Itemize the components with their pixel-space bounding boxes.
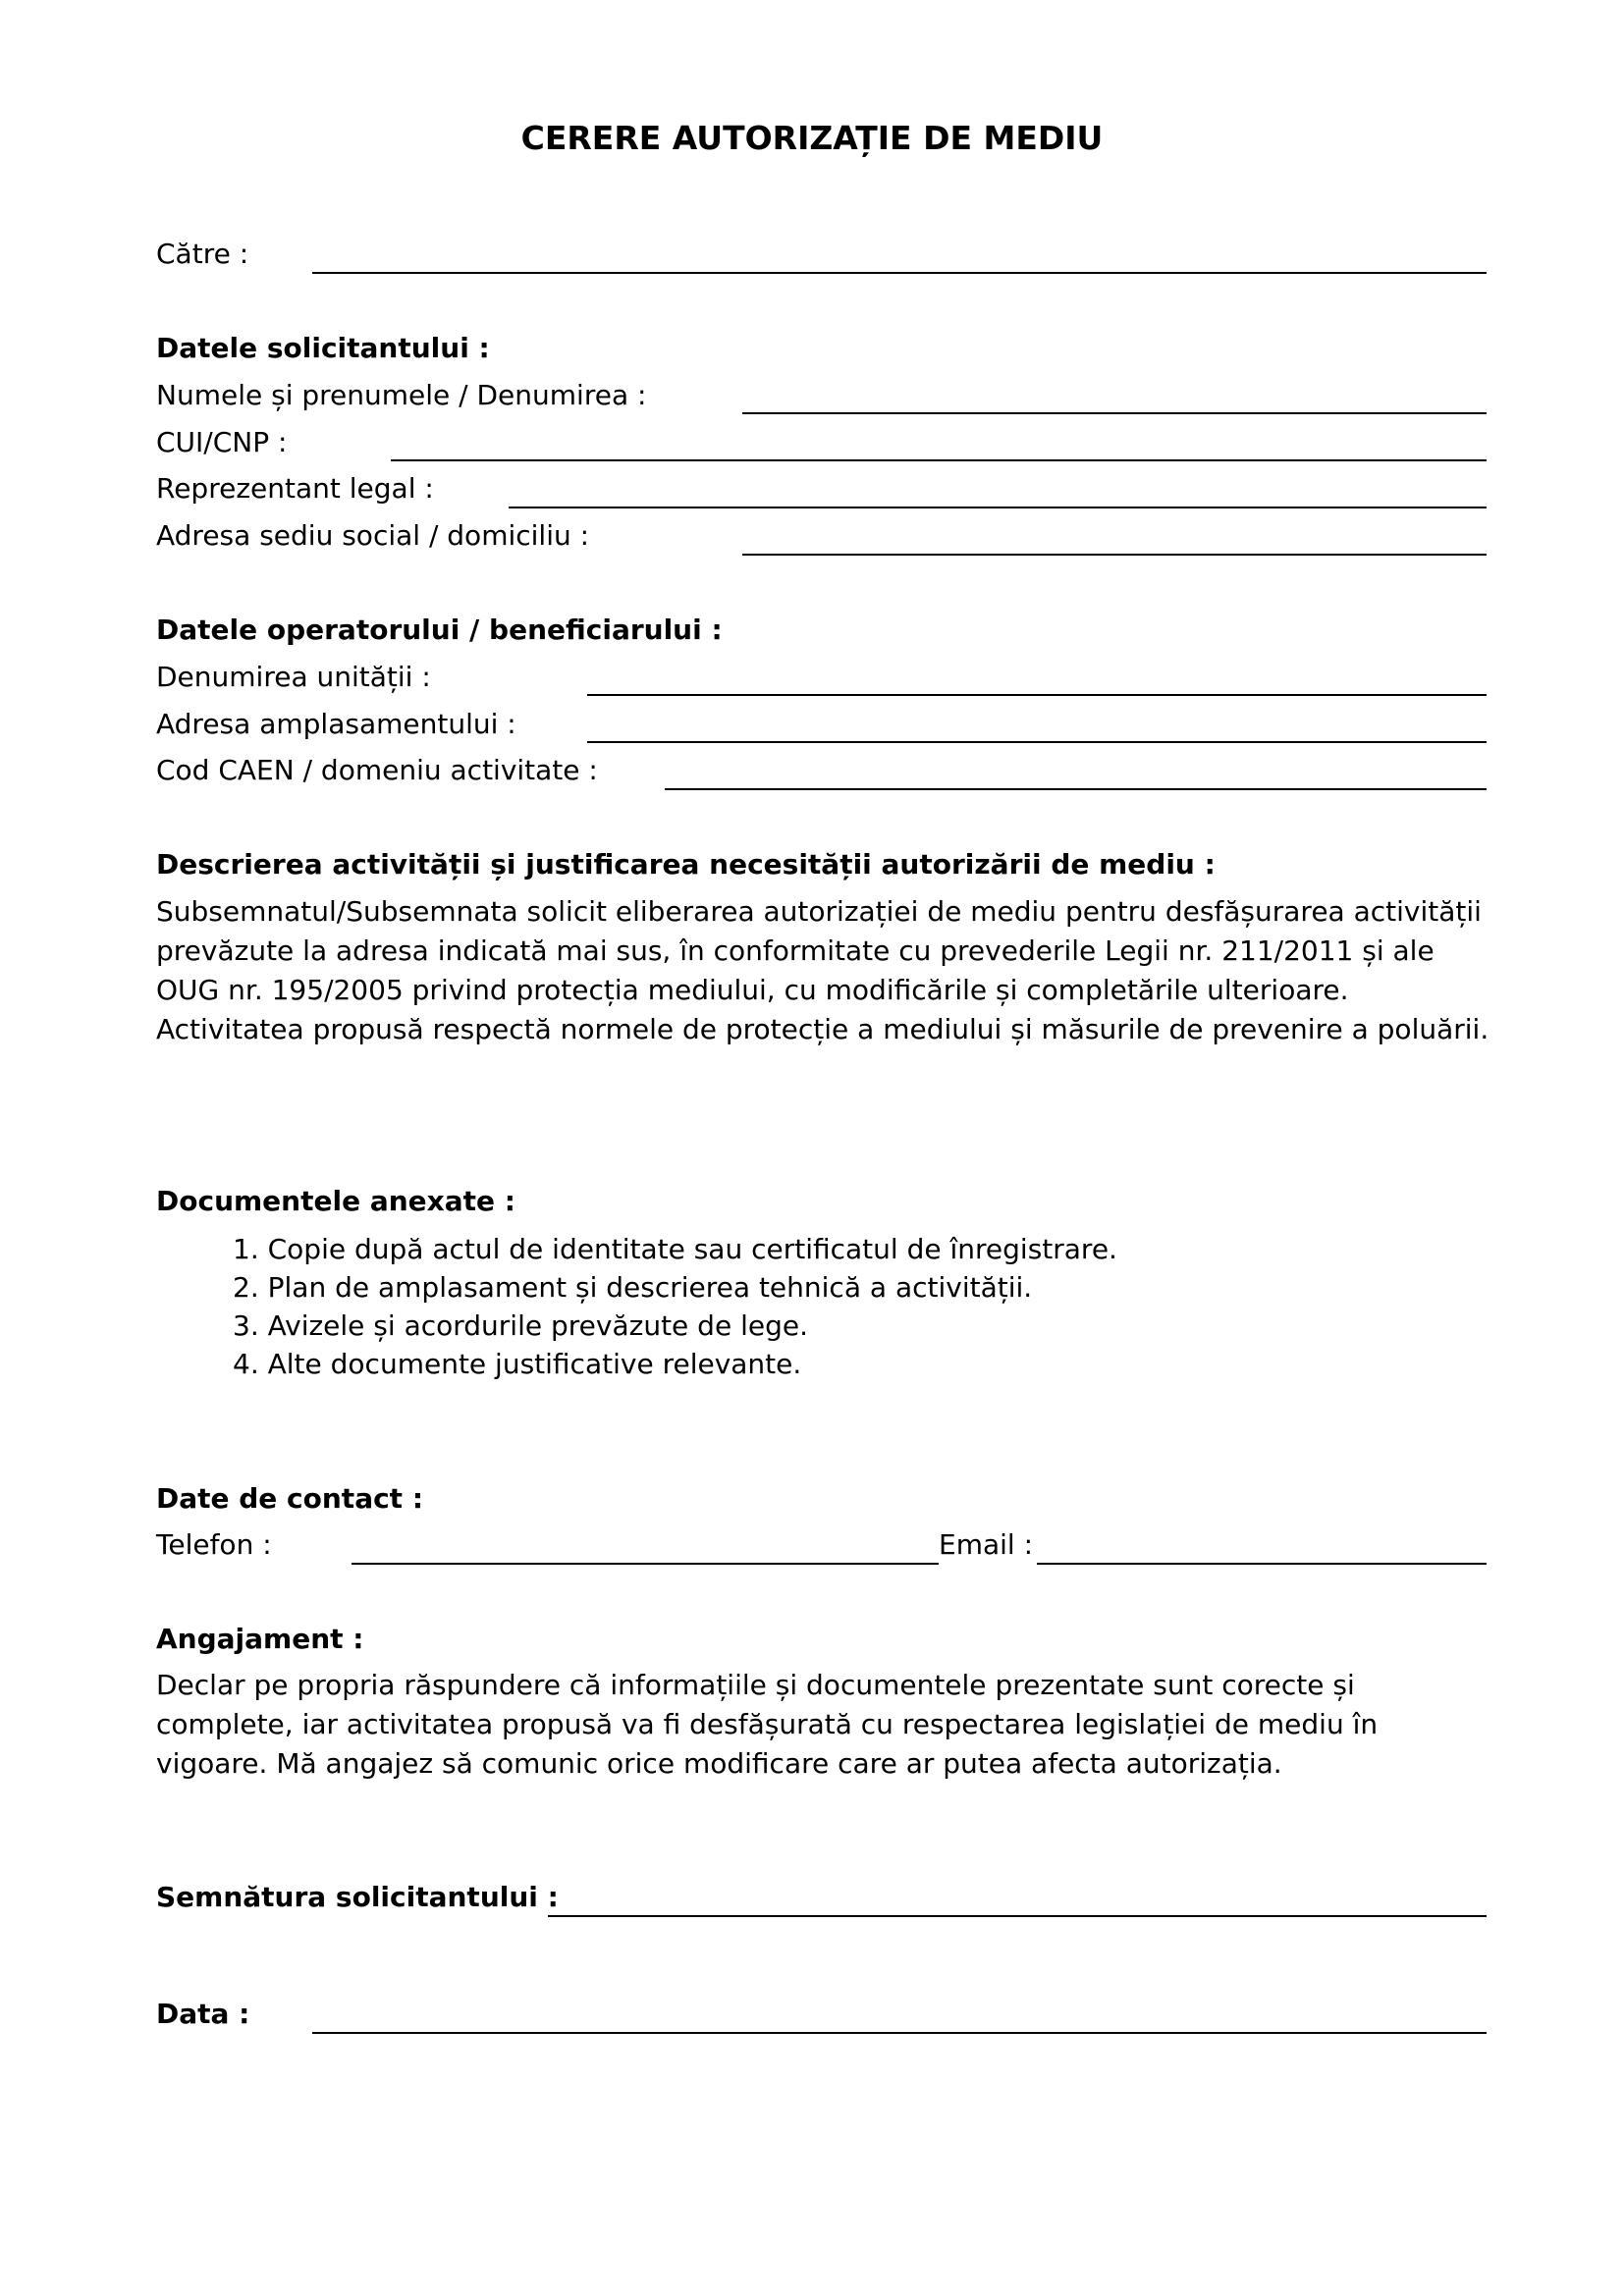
angajament-text: Declar pe propria răspundere că informațiile și documentele prezentate sunt corecte și complete, iar activitatea propusă va fi desfășurată cu respectarea legislației de mediu în vigoare. Mă angajez să comunic orice modificare care ar putea afecta autorizația.	[156, 1669, 1379, 1780]
nume-label: Numele și prenumele / Denumirea :	[156, 379, 647, 411]
caen-field[interactable]	[665, 788, 1487, 790]
telefon-label: Telefon :	[156, 1528, 272, 1561]
list-item: 4. Alte documente justificative relevante.	[233, 1348, 802, 1380]
telefon-field[interactable]	[352, 1563, 939, 1565]
descriere-heading: Descrierea activității și justificarea necesității autorizării de mediu :	[156, 848, 1216, 881]
anexe-heading: Documentele anexate :	[156, 1185, 515, 1217]
email-field[interactable]	[1037, 1563, 1487, 1565]
unitate-label: Denumirea unității :	[156, 661, 431, 693]
operator-heading: Datele operatorului / beneficiarului :	[156, 614, 723, 646]
caen-label: Cod CAEN / domeniu activitate :	[156, 754, 598, 786]
email-label: Email :	[939, 1528, 1034, 1561]
data-field[interactable]	[312, 2032, 1487, 2034]
anexe-list	[233, 1230, 1117, 1383]
list-item: 3. Avizele și acordurile prevăzute de lege.	[233, 1309, 808, 1342]
list-item: 1. Copie după actul de identitate sau certificatul de înregistrare.	[233, 1233, 1117, 1265]
unitate-field[interactable]	[587, 694, 1487, 696]
catre-field[interactable]	[312, 272, 1487, 274]
semnatura-label: Semnătura solicitantului :	[156, 1881, 559, 1913]
amplasament-label: Adresa amplasamentului :	[156, 708, 516, 740]
adresa-field[interactable]	[742, 554, 1487, 556]
data-label: Data :	[156, 1998, 250, 2030]
nume-field[interactable]	[742, 412, 1487, 414]
amplasament-field[interactable]	[587, 741, 1487, 743]
reprezentant-field[interactable]	[509, 507, 1487, 508]
descriere-text: Subsemnatul/Subsemnata solicit eliberarea autorizației de mediu pentru desfășurarea activității prevăzute la adresa indicată mai sus, în conformitate cu prevederile Legii nr. 211/2011 și ale OUG nr. 195/2005 privind protecția mediului, cu modificările și completările ulterioare. Activitatea propusă respectă normele de protecție a mediului și măsurile de prevenire a poluării.	[156, 895, 1489, 1045]
contact-heading: Date de contact :	[156, 1482, 424, 1515]
cui-label: CUI/CNP :	[156, 426, 288, 458]
list-item: 2. Plan de amplasament și descrierea tehnică a activității.	[233, 1271, 1033, 1304]
adresa-label: Adresa sediu social / domiciliu :	[156, 519, 590, 552]
catre-label: Către :	[156, 238, 249, 270]
semnatura-field[interactable]	[548, 1915, 1487, 1917]
cui-field[interactable]	[391, 459, 1487, 461]
document-title: CERERE AUTORIZAȚIE DE MEDIU	[520, 119, 1104, 157]
solicitant-heading: Datele solicitantului :	[156, 332, 490, 364]
angajament-heading: Angajament :	[156, 1623, 364, 1655]
reprezentant-label: Reprezentant legal :	[156, 472, 434, 505]
